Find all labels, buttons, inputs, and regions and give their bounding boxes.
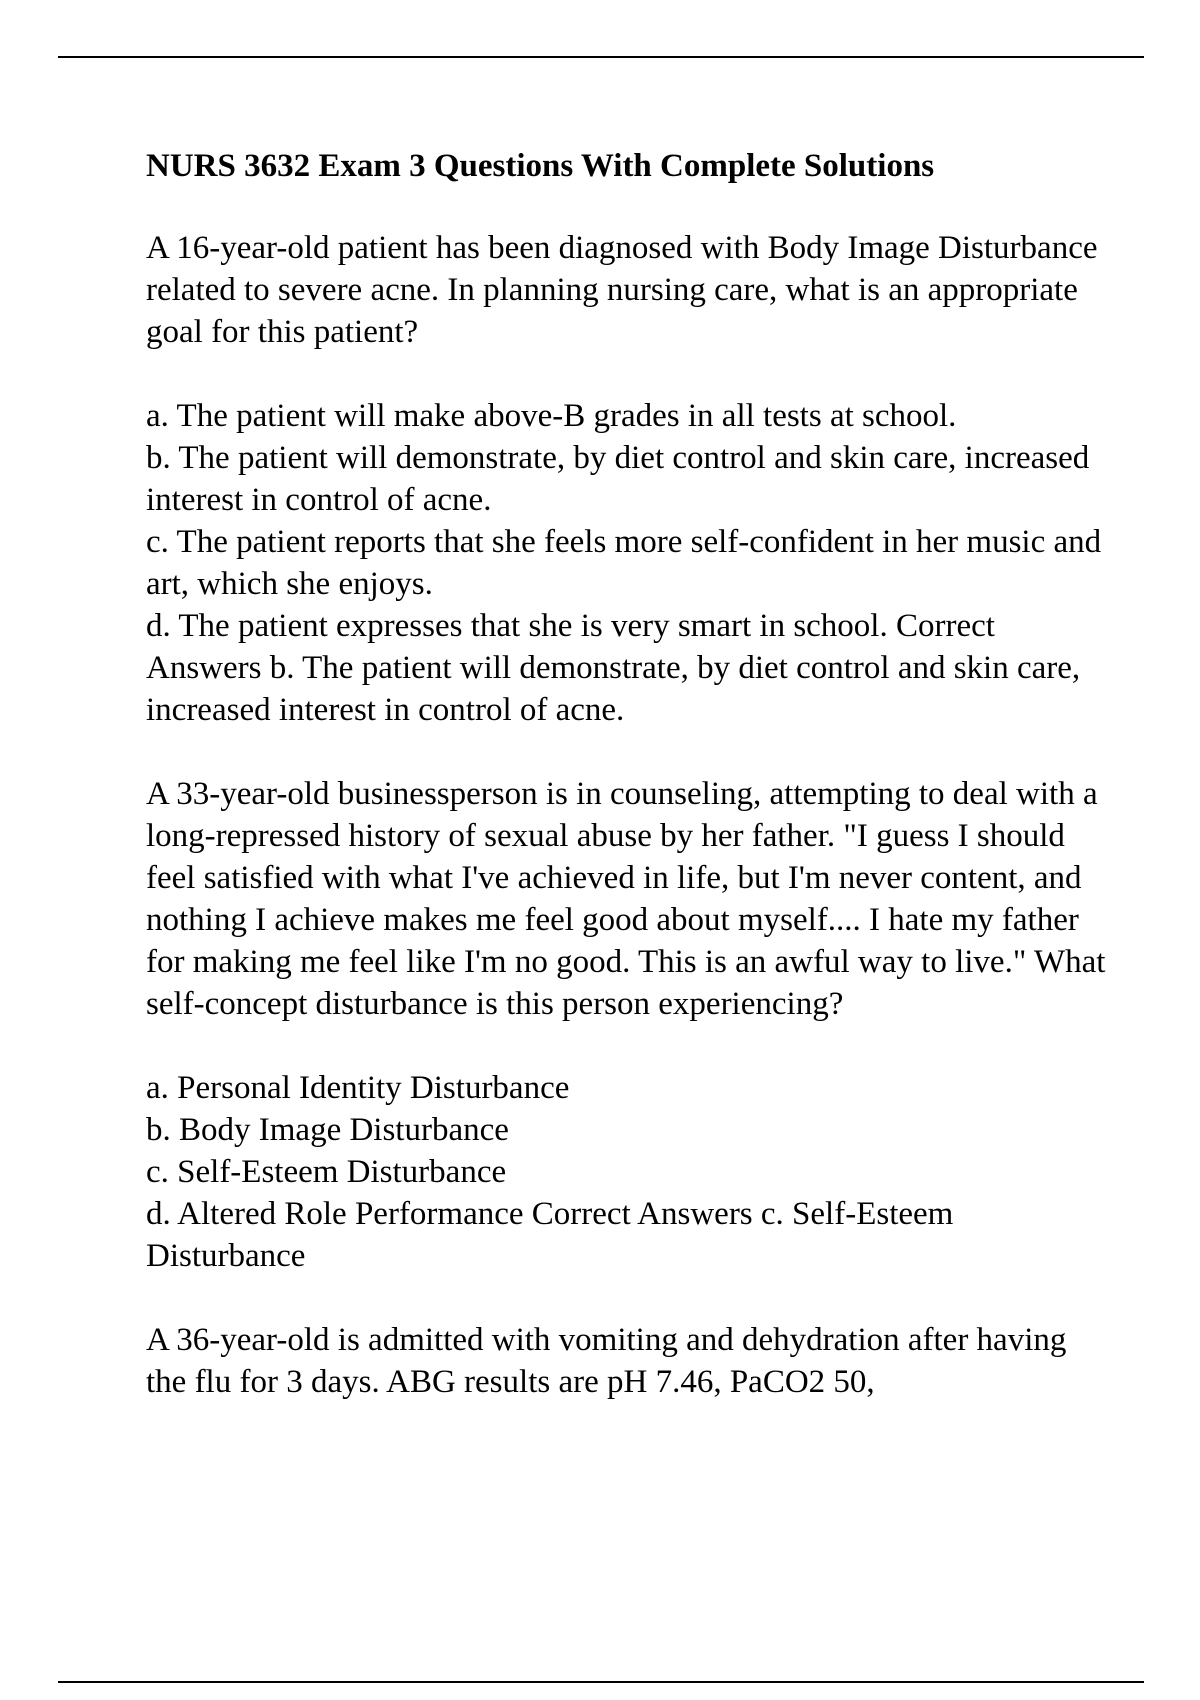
question-2-option-a: a. Personal Identity Disturbance — [146, 1070, 570, 1106]
page-title: NURS 3632 Exam 3 Questions With Complete Solutions — [146, 148, 935, 184]
question-3-stem: A 36-year-old is admitted with vomiting and dehydration after having the flu for 3 days. ABG results are pH 7.46, PaCO2 50, — [146, 1322, 1067, 1400]
question-1-option-c: c. The patient reports that she feels more self-confident in her music and art, which she enjoys. — [146, 524, 1102, 602]
header-rule — [58, 56, 1144, 58]
question-2-options — [146, 1067, 1106, 1277]
question-1-stem: A 16-year-old patient has been diagnosed with Body Image Disturbance related to severe acne. In planning nursing care, what is an appropriate goal for this patient? — [146, 230, 1098, 350]
footer-rule — [58, 1681, 1144, 1683]
question-1-option-d-answer: d. The patient expresses that she is very smart in school. Correct Answers b. The patient will demonstrate, by diet control and skin care, increased interest in control of acne. — [146, 608, 1081, 728]
question-1-option-b: b. The patient will demonstrate, by diet control and skin care, increased interest in control of acne. — [146, 440, 1090, 518]
question-1-options — [146, 395, 1106, 731]
question-1-option-a: a. The patient will make above-B grades in all tests at school. — [146, 398, 957, 434]
question-2-option-d-answer: d. Altered Role Performance Correct Answers c. Self-Esteem Disturbance — [146, 1196, 954, 1274]
question-2-stem: A 33-year-old businessperson is in counseling, attempting to deal with a long-repressed history of sexual abuse by her father. "I guess I should feel satisfied with what I've achieved in life, but I'm never content, and nothing I achieve makes me feel good about myself.... I hate my father for making me feel like I'm no good. This is an awful way to live." What self-concept disturbance is this person experiencing? — [146, 776, 1106, 1022]
question-2-option-c: c. Self-Esteem Disturbance — [146, 1154, 507, 1190]
question-2-option-b: b. Body Image Disturbance — [146, 1112, 509, 1148]
document-body — [146, 145, 1106, 1403]
